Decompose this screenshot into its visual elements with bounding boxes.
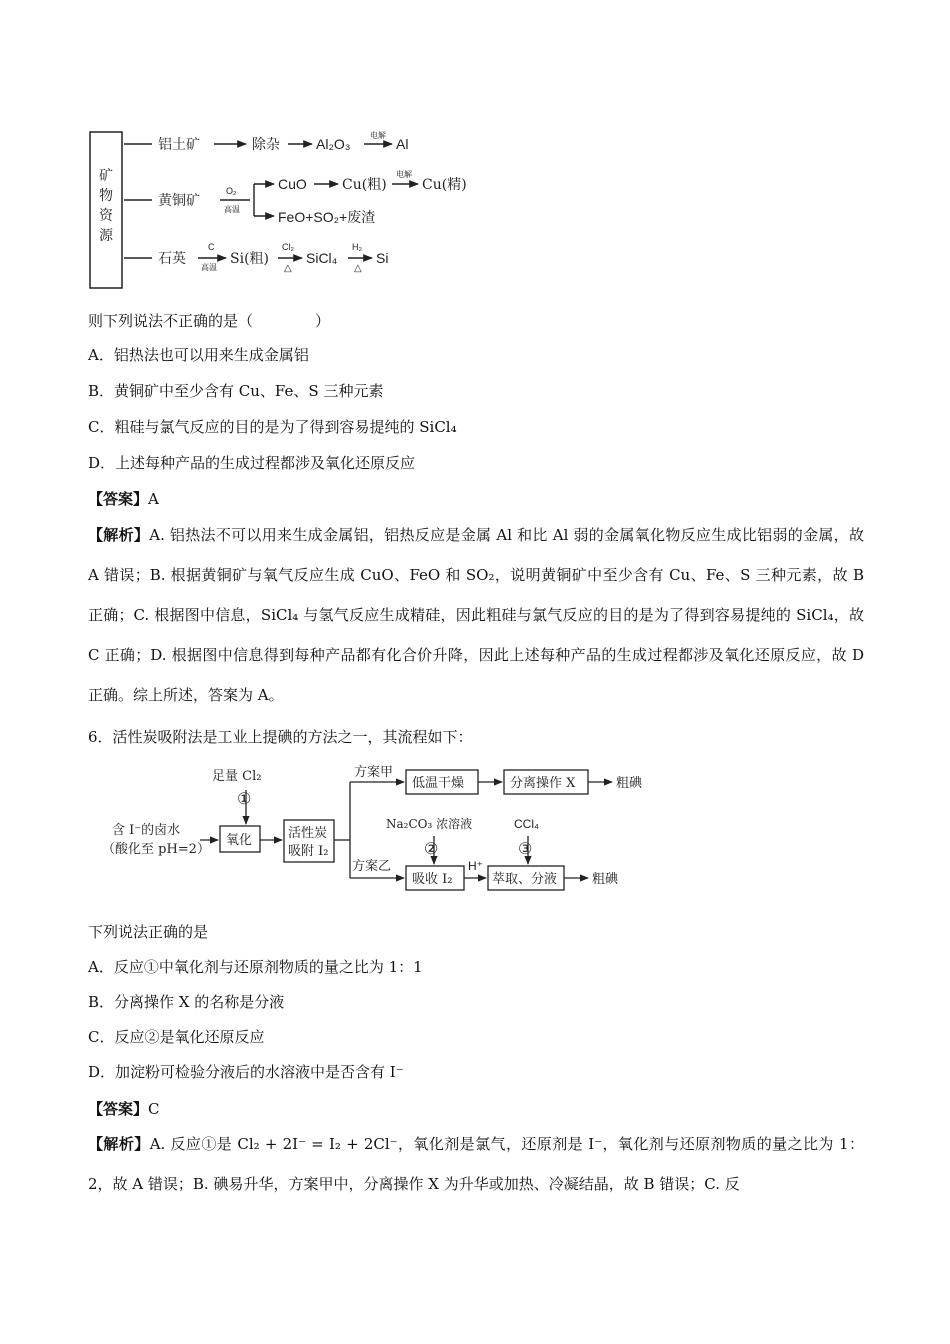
cond-electrolysis-1: 电解 (370, 131, 386, 140)
iodine-extraction-flow-diagram (100, 758, 670, 898)
reagent-sodium-carbonate: Na₂CO₃ 浓溶液 (386, 817, 473, 831)
branch-cuo: CuO (278, 176, 307, 192)
feed-acidify: （酸化至 pH=2） (102, 842, 210, 857)
q5-stem: 则下列说法不正确的是（ ） (88, 312, 331, 330)
q6-option-a: A．反应①中氧化剂与还原剂物质的量之比为 1：1 (88, 958, 423, 976)
cond-carbon: C (208, 242, 215, 252)
cond-heat-1: △ (284, 263, 292, 274)
cond-electrolysis-2: 电解 (396, 170, 412, 179)
group-label-4: 源 (99, 228, 113, 244)
branch-byproducts: FeO+SO₂+废渣 (278, 209, 376, 225)
cond-high-temp-2: 高温 (201, 263, 217, 272)
svg-text:吸附 I₂: 吸附 I₂ (288, 844, 329, 859)
cond-hydrogen: H₂ (352, 242, 362, 252)
q6-analysis: 【解析】A. 反应①是 Cl₂ + 2I⁻ = I₂ + 2Cl⁻，氧化剂是氯气，还原剂是 I⁻，氧化剂与还原剂物质的量之比为 1：2，故 A 错误；B. 碘易升华，方案甲中，分离操作 X 为升华或加热、冷凝结晶，故 B 错误；C. 反 (88, 1135, 864, 1193)
product-crude-copper: Cu(粗) (342, 177, 387, 193)
crude-iodine-1: 粗碘 (616, 776, 643, 791)
plan-b-label: 方案乙 (352, 859, 392, 874)
step-purify: 除杂 (252, 137, 280, 153)
product-sicl4: SiCl₄ (306, 250, 338, 266)
q6-stem: 6．活性炭吸附法是工业上提碘的方法之一，其流程如下： (88, 728, 473, 746)
svg-text:低温干燥: 低温干燥 (412, 776, 465, 791)
plan-a-label: 方案甲 (354, 765, 394, 780)
svg-text:吸收 I₂: 吸收 I₂ (412, 872, 453, 887)
step-circle-3: ③ (518, 839, 533, 858)
reagent-chlorine: 足量 Cl₂ (212, 769, 262, 784)
cond-high-temp-1: 高温 (224, 205, 240, 214)
final-refined-copper: Cu(精) (422, 177, 467, 193)
mineral-resources-diagram (80, 118, 500, 298)
feed-brine: 含 I⁻的卤水 (112, 823, 181, 838)
group-label-1: 矿 (99, 168, 113, 184)
svg-text:萃取、分液: 萃取、分液 (492, 872, 558, 887)
q6-question: 下列说法正确的是 (88, 923, 209, 941)
step-circle-1: ① (237, 789, 252, 808)
q5-option-c: C．粗硅与氯气反应的目的是为了得到容易提纯的 SiCl₄ (88, 418, 457, 436)
product-alumina: Al₂O₃ (316, 136, 351, 152)
q5-option-a: A．铝热法也可以用来生成金属铝 (88, 346, 309, 364)
q6-answer: 【答案】C (88, 1100, 160, 1118)
acid-label: H⁺ (468, 859, 483, 873)
ore-quartz: 石英 (158, 251, 186, 267)
svg-text:活性炭: 活性炭 (288, 826, 328, 841)
svg-text:分离操作 X: 分离操作 X (510, 776, 576, 791)
ore-chalcopyrite: 黄铜矿 (158, 193, 200, 209)
product-crude-silicon: Si(粗) (230, 251, 269, 267)
q5-answer: 【答案】A (88, 490, 159, 508)
cond-chlorine: Cl₂ (282, 242, 294, 252)
ore-bauxite: 铝土矿 (158, 137, 200, 153)
q5-analysis: 【解析】A. 铝热法不可以用来生成金属铝，铝热反应是金属 Al 和比 Al 弱的金属氧化物反应生成比铝弱的金属，故 A 错误；B. 根据黄铜矿与氧气反应生成 CuO、FeO 和 SO₂，说明黄铜矿中至少含有 Cu、Fe、S 三种元素，故 B 正确；C. 根据图中信息，SiCl₄ 与氢气反应生成精硅，因此粗硅与氯气反应的目的是为了得到容易提纯的 SiCl₄，故 C 正确；D. 根据图中信息得到每种产品都有化合价升降，因此上述每种产品的生成过程都涉及氧化还原反应，故 D 正确。综上所述，答案为 A。 (88, 526, 864, 704)
crude-iodine-2: 粗碘 (592, 872, 619, 887)
group-label-3: 资 (99, 208, 113, 224)
reagent-ccl4: CCl₄ (514, 817, 539, 831)
cond-heat-2: △ (354, 263, 362, 274)
q6-option-b: B．分离操作 X 的名称是分液 (88, 993, 285, 1011)
q5-option-b: B．黄铜矿中至少含有 Cu、Fe、S 三种元素 (88, 382, 384, 400)
q6-option-d: D．加淀粉可检验分液后的水溶液中是否含有 I⁻ (88, 1063, 404, 1081)
q6-option-c: C．反应②是氧化还原反应 (88, 1028, 265, 1046)
svg-text:氧化: 氧化 (226, 833, 253, 848)
cond-oxygen: O₂ (226, 186, 237, 196)
final-aluminum: Al (396, 136, 409, 152)
group-label-2: 物 (99, 188, 113, 204)
final-silicon: Si (376, 250, 389, 266)
step-circle-2: ② (424, 839, 439, 858)
q5-option-d: D．上述每种产品的生成过程都涉及氧化还原反应 (88, 454, 416, 472)
